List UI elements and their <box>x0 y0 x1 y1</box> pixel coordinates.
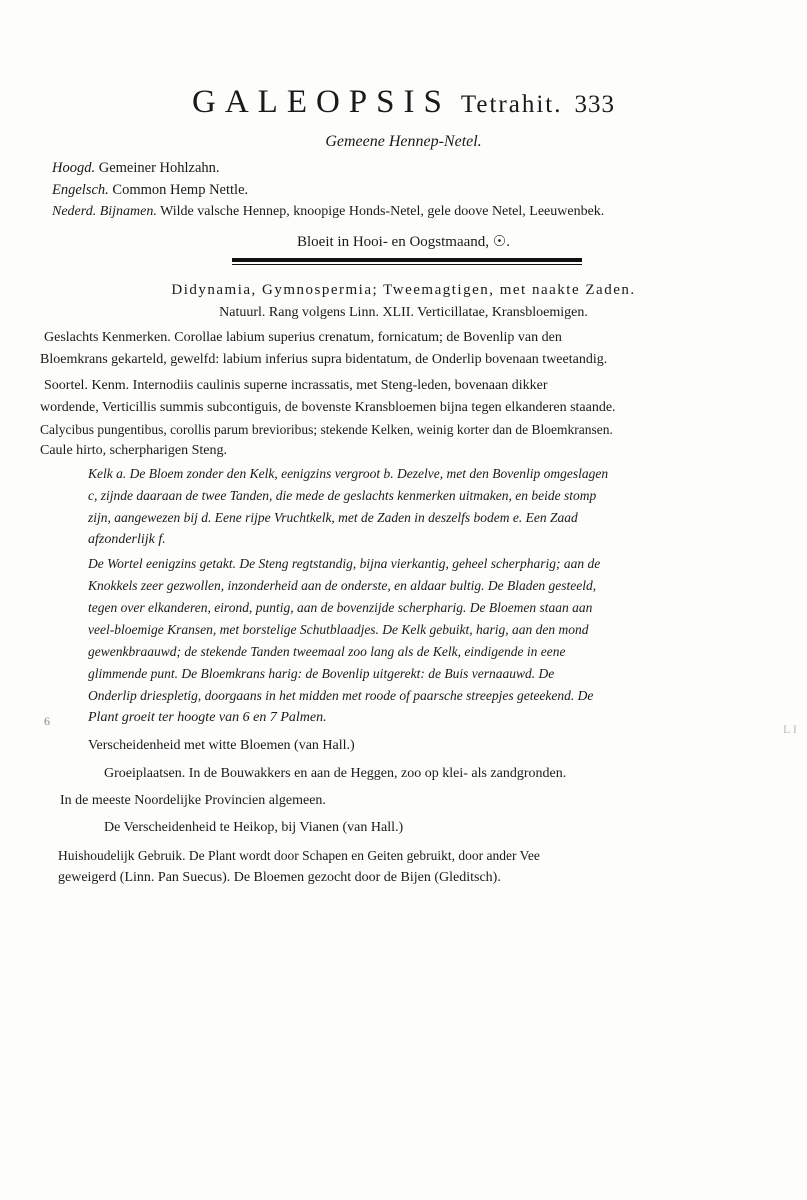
description-line: gewenkbraauwd; de stekende Tanden tweemaal zoo lang als de Kelk, eindigende in eene <box>88 644 566 659</box>
description-line: glimmende punt. De Bloemkrans harig: de Bovenlip uitgerekt: de Buis vernaauwd. De <box>88 666 555 681</box>
common-name: Gemeene Hennep-Netel. <box>325 133 482 150</box>
name-row-german <box>52 160 220 177</box>
variety-location-line: De Verscheidenheid te Heikop, bij Vianen (van Hall.) <box>104 820 404 835</box>
description-line: Onderlip driespletig, doorgaans in het midden met roode of paarsche streepjes geteekend. De <box>88 688 594 703</box>
flowering-period: Bloeit in Hooi- en Oogstmaand, ☉. <box>296 234 510 250</box>
distribution-line: In de meeste Noordelijke Provincien algemeen. <box>60 793 326 808</box>
species-characters-line: Caule hirto, scherpharigen Steng. <box>40 443 228 458</box>
description-line: Knokkels zeer gezwollen, inzonderheid aan de onderste, en aldaar bultig. De Bladen gesteeld, <box>88 578 597 593</box>
name-label: Engelsch. <box>52 182 109 198</box>
genus-characters-line: Bloemkrans gekarteld, gewelfd: labium inferius supra bidentatum, de Onderlip bovenaan tweetandig. <box>40 352 608 367</box>
name-text: Wilde valsche Hennep, knoopige Honds-Netel, gele doove Netel, Leeuwenbek. <box>160 204 605 219</box>
genus-name: GALEOPSIS <box>192 84 451 120</box>
description-line: De Wortel eenigzins getakt. De Steng regtstandig, bijna vierkantig, geheel scherpharig; aan de <box>88 556 601 571</box>
description-line: tegen over elkanderen, eirond, puntig, aan de bovenzijde scherpharig. De Bloemen staan aan <box>88 600 593 615</box>
usage-line: Huishoudelijk Gebruik. De Plant wordt door Schapen en Geiten gebruikt, door ander Vee <box>58 848 540 863</box>
name-label: Nederd. Bijnamen. <box>52 204 157 219</box>
name-text: Gemeiner Hohlzahn. <box>98 160 220 176</box>
margin-bleed-text: L I <box>783 722 797 736</box>
usage-line: geweigerd (Linn. Pan Suecus). De Bloemen gezocht door de Bijen (Gleditsch). <box>58 870 501 885</box>
name-row-dutch <box>52 204 604 220</box>
name-label: Hoogd. <box>52 160 96 176</box>
divider-rule <box>232 258 582 262</box>
page-title <box>0 84 807 130</box>
plate-legend-line: Kelk a. De Bloem zonder den Kelk, eenigzins vergroot b. Dezelve, met den Bovenlip omgeslagen <box>88 466 609 481</box>
plate-legend-line: c, zijnde daaraan de twee Tanden, die mede de geslachts kenmerken uitmaken, en beide stomp <box>88 488 597 503</box>
name-row-english <box>52 182 248 199</box>
variety-line: Verscheidenheid met witte Bloemen (van Hall.) <box>88 738 355 753</box>
divider-rule-thin <box>232 264 582 265</box>
description-line: Plant groeit ter hoogte van 6 en 7 Palmen. <box>88 710 327 725</box>
plate-legend-line: afzonderlijk f. <box>88 532 166 547</box>
plate-legend-line: zijn, aangewezen bij d. Eene rijpe Vruchtkelk, met de Zaden in deszelfs bodem e. Een Zaad <box>88 510 578 525</box>
page-number: 333 <box>574 91 615 118</box>
species-characters-line: Calycibus pungentibus, corollis parum brevioribus; stekende Kelken, weinig korter dan de Bloemkransen. <box>40 422 613 437</box>
species-name: Tetrahit. <box>460 91 563 118</box>
species-characters-line: wordende, Verticillis summis subcontiguis, de bovenste Kransbloemen bijna tegen elkanderen staande. <box>40 400 616 415</box>
description-line: veel-bloemige Kransen, met borstelige Schutblaadjes. De Kelk gebuikt, harig, aan den mond <box>88 622 589 637</box>
name-text: Common Hemp Nettle. <box>112 182 249 198</box>
habitat-line: Groeiplaatsen. In de Bouwakkers en aan de Heggen, zoo op klei- als zandgronden. <box>104 766 567 781</box>
classification-line: Didynamia, Gymnospermia; Tweemagtigen, met naakte Zaden. <box>171 282 636 298</box>
margin-mark: 6 <box>44 714 50 728</box>
species-characters-line: Soortel. Kenm. Internodiis caulinis superne incrassatis, met Steng-leden, bovenaan dikker <box>44 378 548 393</box>
genus-characters-line: Geslachts Kenmerken. Corollae labium superius crenatum, fornicatum; de Bovenlip van den <box>44 330 562 345</box>
natural-rank-line: Natuurl. Rang volgens Linn. XLII. Verticillatae, Kransbloemigen. <box>219 305 588 320</box>
